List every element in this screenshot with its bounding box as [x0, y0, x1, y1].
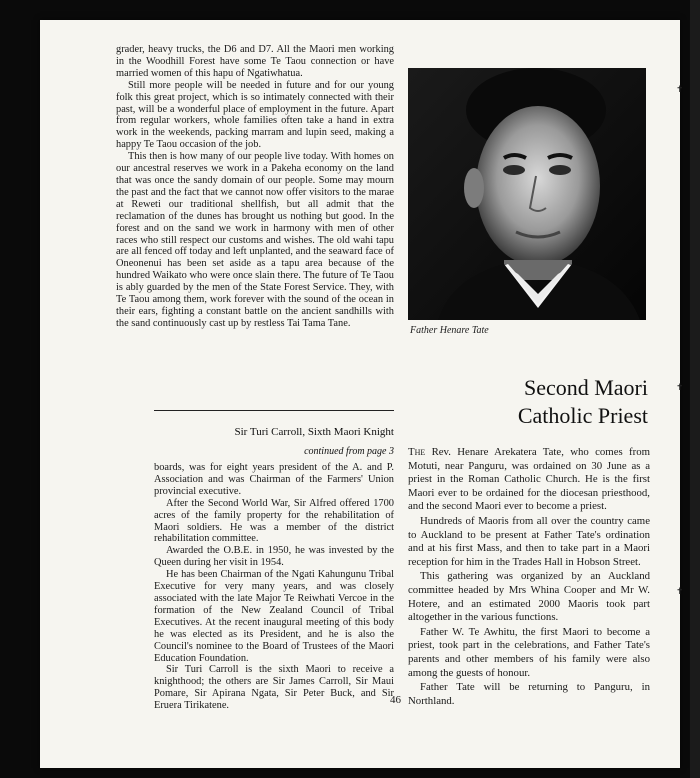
lead-word: The: [408, 446, 426, 458]
headline-line-1: Second Maori: [523, 375, 648, 400]
forest-paragraph-3: This then is how many of our people live today. With homes on our ancestral reserves we work in a Pakeha economy on the land that was once the sandy domain of our people. Some may mourn the past and the fact that we cannot now offer visitors to the marae at Reweti our traditional shellfish, but all admit that the reclamation of the dunes has brought us nothing but good. In the forest and on the sand we work in harmony with men of other races who still respect our customs and wishes. The old wahi tapu are all fenced off today and left unplanted, and the seaward face of Oneonenui has been set aside as a tapu area because of the hundred Waikato who were once slain there. The future of Te Taou is ably guarded by the men of the State Forest Service. They, with Te Taou among them, work forever with the sound of the ocean in their ears, fighting a constant battle on the ancient sandhills with the sand continuously cast up by restless Tai Tama Tane.: [116, 151, 394, 329]
carroll-article-column: [154, 462, 394, 712]
carroll-paragraph-5: Sir Turi Carroll is the sixth Maori to receive a knighthood; the others are Sir James Carroll, Sir Maui Pomare, Sir Apirana Ngata, Sir Peter Buck, and Sir Eruera Tirikatene.: [154, 664, 394, 712]
headline-line-2: Catholic Priest: [517, 403, 648, 428]
priest-paragraph-4: Father W. Te Awhitu, the first Maori to become a priest, took part in the celebrations, and Father Tate's parents and other members of his family were also among the guests of honour.: [408, 625, 650, 679]
portrait-illustration: [408, 68, 646, 320]
forest-paragraph-1: grader, heavy trucks, the D6 and D7. All the Maori men working in the Woodhill Forest have some Te Taou connection or have married women of this hapu of Ngatiwhatua.: [116, 44, 394, 79]
carroll-paragraph-4: He has been Chairman of the Ngati Kahungunu Tribal Executive for very many years, and was closely associated with the late Major Te Reiwhati Vercoe in the formation of the New Zealand Council of Tribal Executives. At the recent inaugural meeting of this body he was elected as its President, and he is also the Council's nominee to the Board of Trustees of the Maori Education Foundation.: [154, 569, 394, 664]
priest-paragraph-5: Father Tate will be returning to Panguru, in Northland.: [408, 681, 650, 707]
page-edge: [690, 0, 700, 778]
carroll-section-title: Sir Turi Carroll, Sixth Maori Knight: [234, 426, 394, 438]
margin-tick-mark: ✝: [676, 84, 684, 94]
margin-tick-mark: ✝: [676, 382, 684, 392]
carroll-paragraph-2: After the Second World War, Sir Alfred offered 1700 acres of the family property for the rehabilitation of Maori soldiers. He was a member of the district rehabilitation committee.: [154, 497, 394, 545]
margin-tick-mark: ✝: [676, 586, 684, 596]
priest-paragraph-1: [408, 446, 650, 514]
page-number: 46: [390, 694, 401, 706]
priest-headline: [420, 374, 648, 430]
continued-note: continued from page 3: [304, 446, 394, 457]
priest-paragraph-3: This gathering was organized by an Auckland committee headed by Mrs Whina Cooper and Mr W. Hotere, and an estimated 2000 Maoris took part altogether in the various functions.: [408, 570, 650, 624]
priest-paragraph-2: Hundreds of Maoris from all over the country came to Auckland to be present at Father Tate's ordination and at his first Mass, and then to take part in a Maori reception for him in the Trades Hall in Hobson Street.: [408, 514, 650, 568]
section-divider: [154, 410, 394, 411]
lead-text: Rev. Henare Arekatera Tate, who comes from Motuti, near Panguru, was ordained on 30 June as a priest in the Roman Catholic Church. He is the first Maori ever to be ordained for the diocesan priesthood, and the second Maori ever to become a priest.: [408, 446, 650, 513]
photo-caption: Father Henare Tate: [410, 325, 489, 336]
forest-paragraph-2: Still more people will be needed in future and for our young folk this great project, which is so intimately connected with their past, will be a wonderful place of employment in the future. Apart from regular workers, whole families often take a hand in extra work in the weekends, packing marram and lupin seed, making a happy Te Taou occasion of the job.: [116, 79, 394, 151]
forest-article-column: [116, 44, 394, 330]
carroll-paragraph-1: boards, was for eight years president of the A. and P. Association and was Chairman of the Farmers' Union provincial executive.: [154, 462, 394, 497]
priest-article-column: [408, 446, 650, 709]
priest-portrait-photo: [408, 68, 646, 320]
carroll-paragraph-3: Awarded the O.B.E. in 1950, he was invested by the Queen during her visit in 1954.: [154, 545, 394, 569]
